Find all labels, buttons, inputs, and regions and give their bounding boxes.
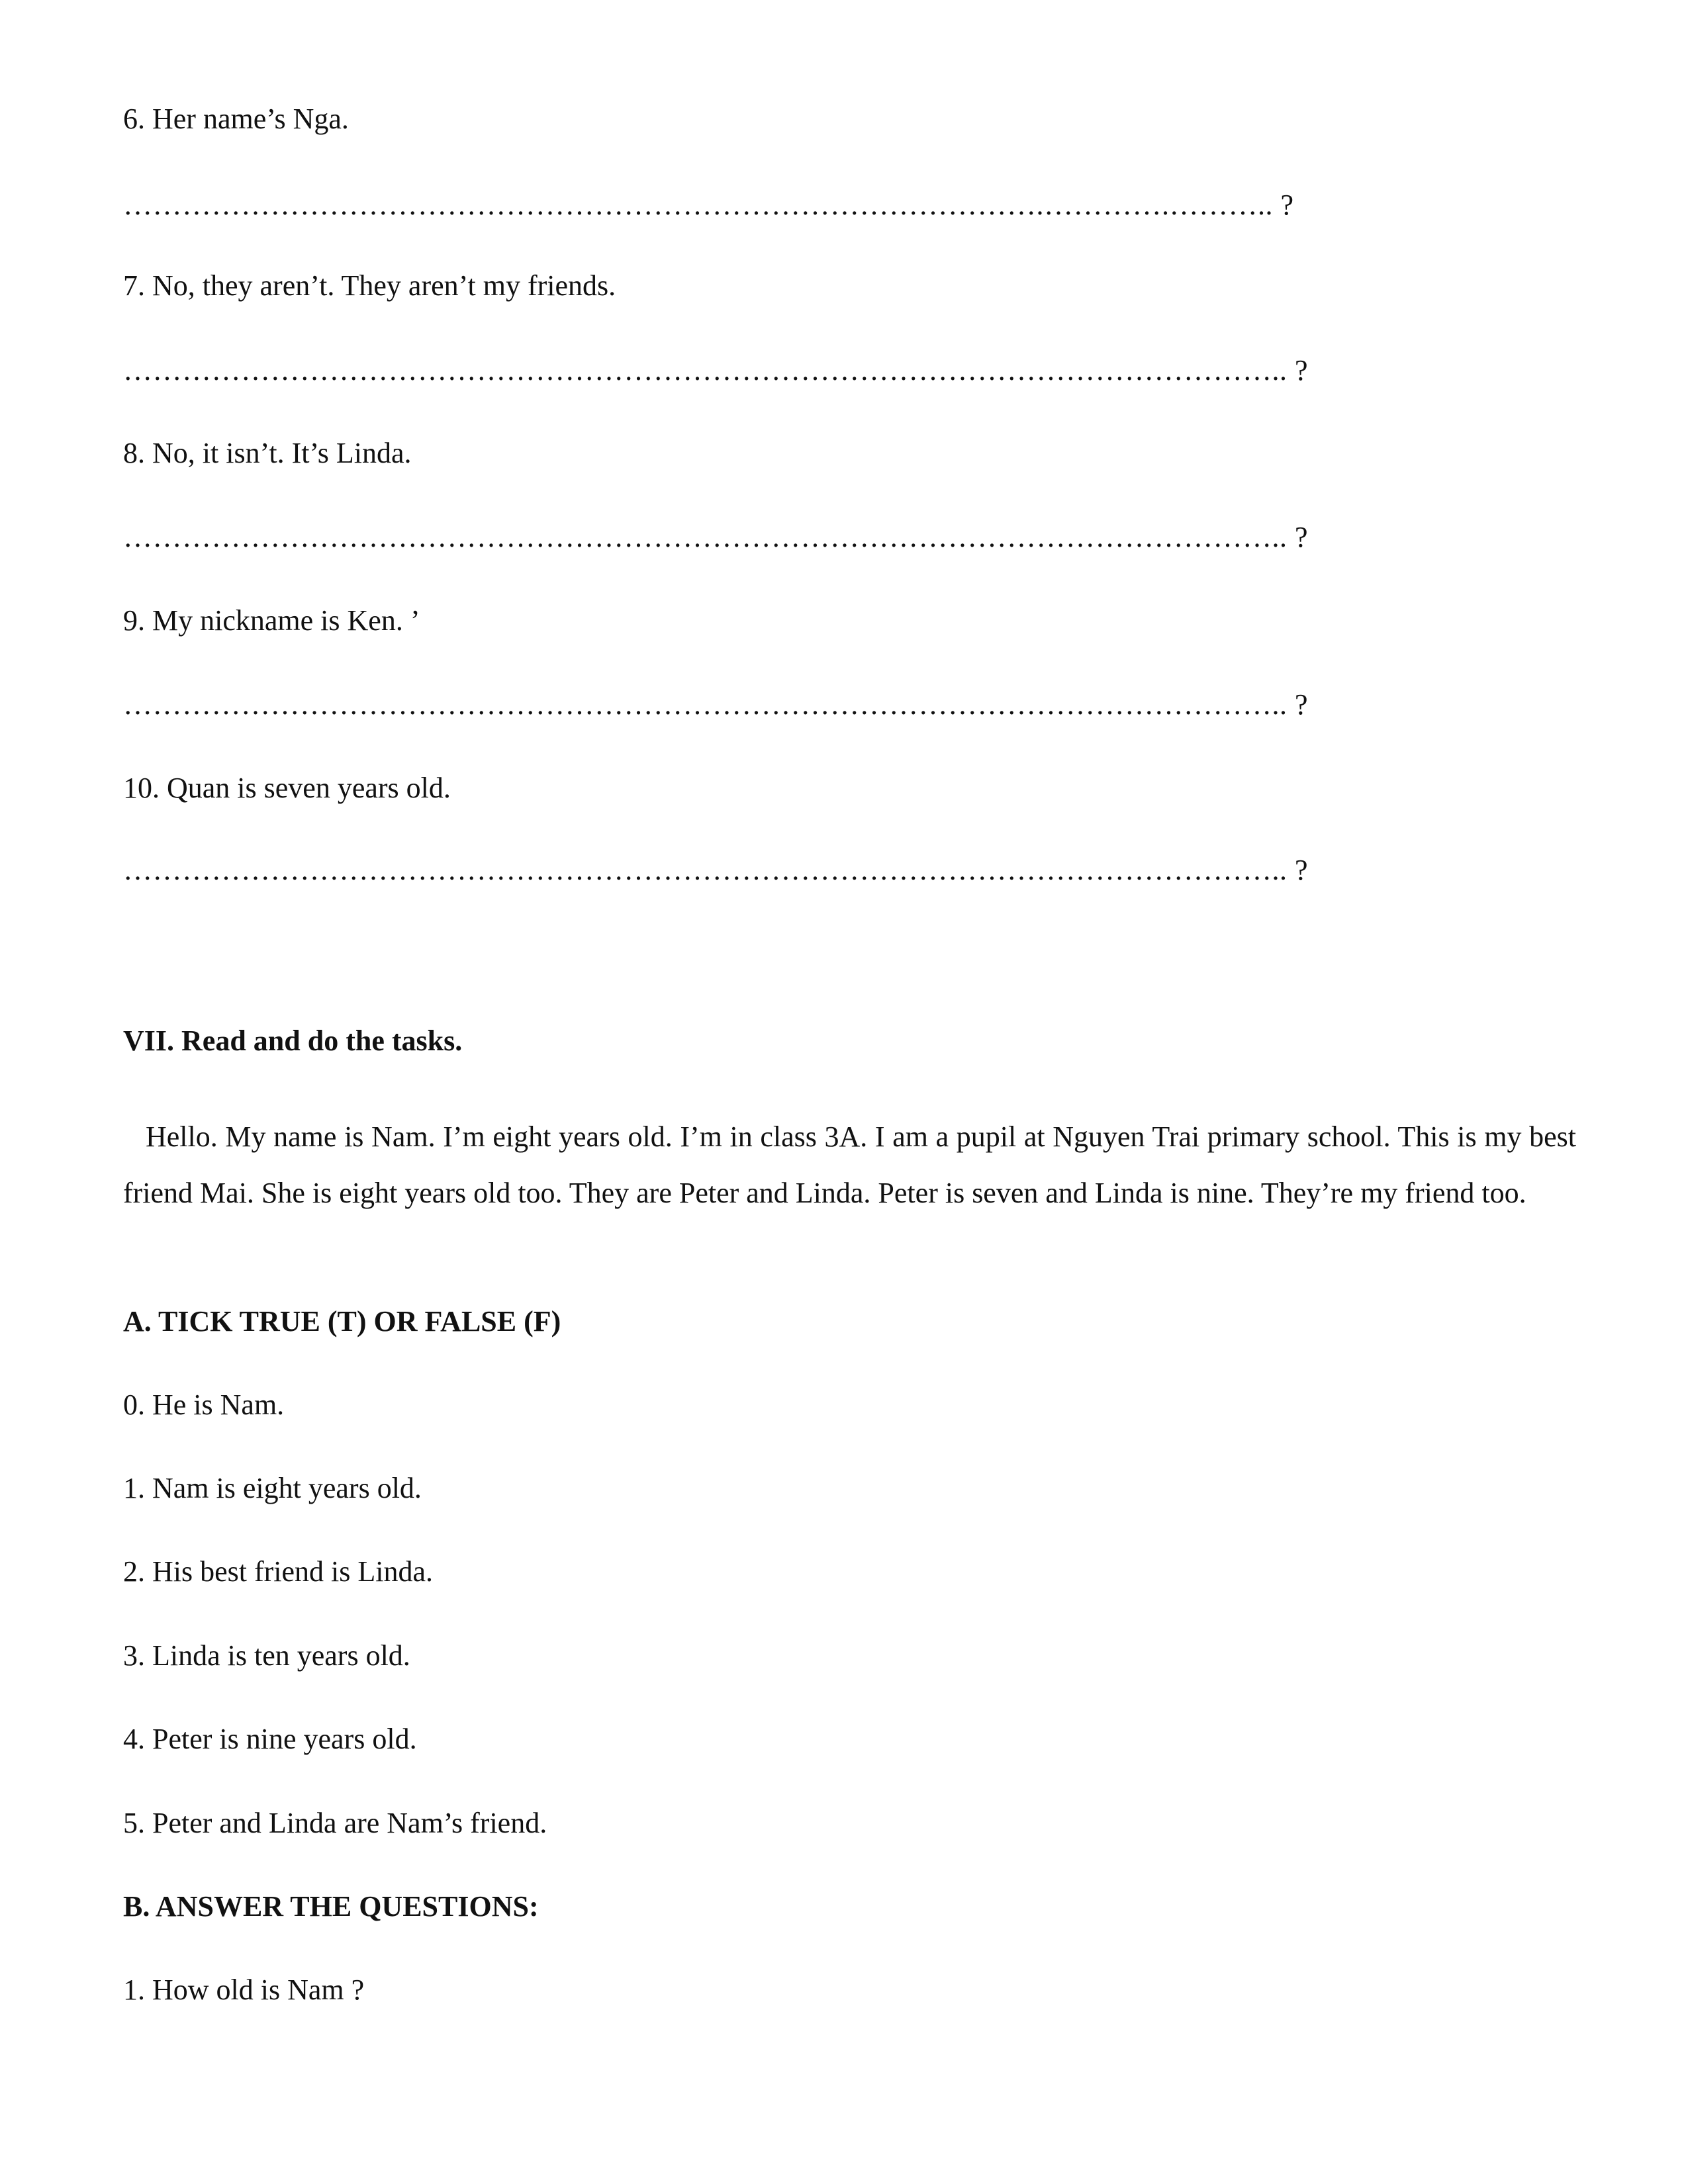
- tf-item-0: 0. He is Nam.: [123, 1388, 285, 1421]
- question-10: 10. Quan is seven years old.: [123, 772, 451, 804]
- reading-passage: Hello. My name is Nam. I’m eight years old. I’m in class 3A. I am a pupil at Nguyen Trai primary school. This is my best friend Mai. She is eight years old too. They are Peter and Linda. Peter is seven and Linda is nine. They’re my friend too.: [123, 1120, 1576, 1209]
- section-vii-heading: VII. Read and do the tasks.: [123, 1024, 463, 1057]
- question-6: 6. Her name’s Nga.: [123, 103, 349, 135]
- tf-item-2: 2. His best friend is Linda.: [123, 1555, 434, 1588]
- answer-line-7: ……………………………………………………………………………………………………….. ?: [123, 354, 1309, 387]
- section-a-heading: A. TICK TRUE (T) OR FALSE (F): [123, 1305, 561, 1338]
- tf-item-1: 1. Nam is eight years old.: [123, 1472, 422, 1504]
- tf-item-5: 5. Peter and Linda are Nam’s friend.: [123, 1807, 547, 1839]
- section-b-heading: B. ANSWER THE QUESTIONS:: [123, 1890, 539, 1923]
- answer-question-1: 1. How old is Nam ?: [123, 1974, 365, 2006]
- answer-line-8: ……………………………………………………………………………………………………….. ?: [123, 521, 1309, 553]
- question-8: 8. No, it isn’t. It’s Linda.: [123, 437, 412, 469]
- answer-line-6: ………………………………………………………………………………….………….……….. ?: [123, 189, 1294, 221]
- tf-item-4: 4. Peter is nine years old.: [123, 1723, 417, 1755]
- answer-line-9: ……………………………………………………………………………………………………….. ?: [123, 688, 1309, 721]
- question-7: 7. No, they aren’t. They aren’t my friends.: [123, 269, 616, 302]
- tf-item-3: 3. Linda is ten years old.: [123, 1639, 410, 1672]
- answer-line-10: ……………………………………………………………………………………………………….. ?: [123, 854, 1309, 886]
- question-9: 9. My nickname is Ken. ’: [123, 604, 420, 637]
